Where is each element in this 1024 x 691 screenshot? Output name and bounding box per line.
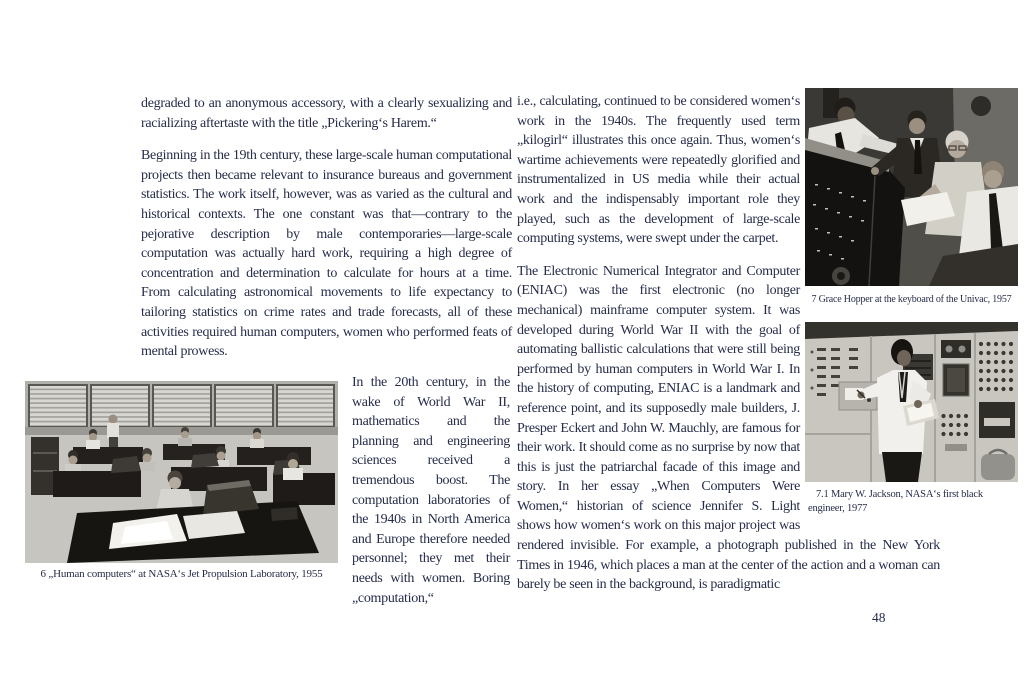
- left-text-column: [141, 94, 512, 362]
- figure-caption-hopper: 7 Grace Hopper at the keyboard of the Univac, 1957: [811, 294, 1012, 305]
- jpl-human-computers-photo: [25, 381, 338, 563]
- mary-jackson-photo: [805, 322, 1018, 482]
- figure-jpl-human-computers: [25, 381, 338, 582]
- paragraph-kilogirl: i.e., calculating, continued to be considered women‘s work in the 1940s. The frequently used term „kilogirl“ illustrates this once again. Thus, women‘s wartime achievements were repeatedly glorified and instrumentalized in US media while their actual work and the indispensably important role they played, such as the development of large-scale computing systems, were swept under the carpet.: [517, 94, 800, 247]
- figure-mary-jackson: [805, 322, 1018, 515]
- figure-caption-jackson: 7.1 Mary W. Jackson, NASA‘s first black engineer, 1977: [808, 489, 983, 514]
- page-number: 48: [872, 610, 886, 625]
- window-blinds: [29, 385, 334, 427]
- grace-hopper-photo: [805, 88, 1018, 286]
- figure-grace-hopper: [805, 88, 1018, 307]
- paragraph-19th-century: Beginning in the 19th century, these large-scale human computational projects then became relevant to insurance bureaus and government statistics. The work itself, however, was as varied as the cultural and historical contexts. The one constant was that—contrary to the pejorative description by male contemporaries—large-scale computation was actually hard work, requiring a high degree of concentration and determination to calculate for hours at a time. From calculating astronomical movements to life expectancy to tailoring statistics on crime rates and trade forecasts, all of these activities required human computers, women who performed feats of mental prowess.: [141, 148, 512, 360]
- paragraph-pickerings-harem: degraded to an anonymous accessory, with a clearly sexualizing and racializing aftertaste with the title „Pickering‘s Harem.“: [141, 96, 512, 131]
- paragraph-eniac: The Electronic Numerical Integrator and Computer (ENIAC) was the first electronic (no longer mechanical) mainframe computer system. It was developed during World War II with the goal of automating ballistic calculations that were still being performed by human computers in World War I. In the history of computing, ENIAC is a landmark and reference point, and its supposedly male builders, J. Presper Eckert and John W. Mauchly, are famous for their work. It should come as no surprise by now that this is just the patriarchal facade of this image and story. In her essay „When Computers Were Women,“ historian of science Jennifer S. Light shows how women‘s work on this major project was rendered invisible. For example, a photograph published in the New York Times in 1946, which places a man at the center of the action and a woman can barely be seen in the background, is paradigmatic: [517, 263, 940, 593]
- gauge-panel: [941, 340, 971, 451]
- middle-text-column: [352, 373, 510, 608]
- right-panel: [979, 340, 1015, 480]
- figure-caption-jpl: 6 „Human computers“ at NASA‘s Jet Propulsion Laboratory, 1955: [40, 568, 323, 580]
- paragraph-20th-century: In the 20th century, in the wake of World War II, mathematics and the planning and engineering sciences received a tremendous boost. The computation laboratories of the 1940s in North America and Europe therefore needed personnel; they met their needs with women. Boring „computation,“: [352, 375, 510, 606]
